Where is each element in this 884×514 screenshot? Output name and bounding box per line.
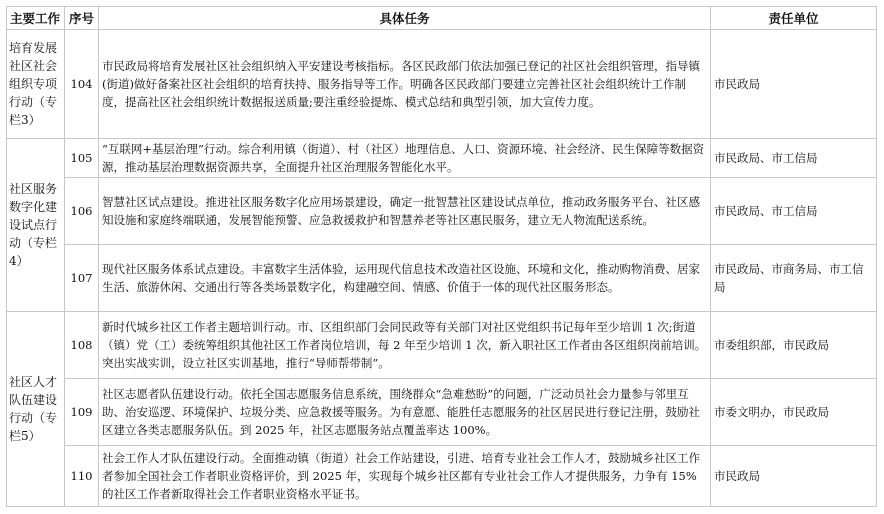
task-cell: 社会工作人才队伍建设行动。全面推动镇（街道）社会工作站建设，引进、培育专业社会工作人才，鼓励城乡社区工作者参加全国社会工作者职业资格评价，到 2025 年，实现每个城乡社区都有专业社会工作人才提供服务，力争有 15%的社区工作者新取得社会工作者职业资格水平证书。: [99, 446, 711, 507]
task-cell: 现代社区服务体系试点建设。丰富数字生活体验，运用现代信息技术改造社区设施、环境和文化，推动购物消费、居家生活、旅游休闲、交通出行等各类场景数字化，构建融空间、情感、价值于一体的现代社区服务形态。: [99, 245, 711, 312]
row-number: 105: [65, 139, 99, 178]
unit-cell: 市民政局、市商务局、市工信局: [711, 245, 877, 312]
header-row: [7, 7, 877, 30]
row-number: 104: [65, 30, 99, 139]
unit-cell: 市委组织部，市民政局: [711, 312, 877, 379]
category-cell: 社区人才队伍建设行动（专栏5）: [7, 312, 65, 507]
unit-cell: 市民政局: [711, 446, 877, 507]
table-row: [7, 379, 877, 446]
header-unit: 责任单位: [711, 7, 877, 30]
category-cell: 培育发展社区社会组织专项行动（专栏3）: [7, 30, 65, 139]
row-number: 107: [65, 245, 99, 312]
task-cell: 市民政局将培育发展社区社会组织纳入平安建设考核指标。各区民政部门依法加强已登记的社区社会组织管理，指导镇(街道)做好备案社区社会组织的培育扶持、服务指导等工作。明确各区民政部门要建立完善社区社会组织统计工作制度，提高社区社会组织统计数据报送质量;要注重经验提炼、模式总结和典型引领，加大宣传力度。: [99, 30, 711, 139]
table-row: [7, 312, 877, 379]
task-cell: 智慧社区试点建设。推进社区服务数字化应用场景建设，确定一批智慧社区建设试点单位，推动政务服务平台、社区感知设施和家庭终端联通，发展智能预警、应急救援救护和智慧养老等社区惠民服务，建立无人物流配送系统。: [99, 178, 711, 245]
task-table-sheet: [6, 6, 876, 507]
unit-cell: 市民政局、市工信局: [711, 178, 877, 245]
unit-cell: 市民政局、市工信局: [711, 139, 877, 178]
row-number: 108: [65, 312, 99, 379]
category-cell: 社区服务数字化建设试点行动（专栏4）: [7, 139, 65, 312]
task-table: [6, 6, 877, 507]
table-row: [7, 178, 877, 245]
task-cell: 新时代城乡社区工作者主题培训行动。市、区组织部门会同民政等有关部门对社区党组织书记每年至少培训 1 次;街道（镇）党（工）委统筹组织其他社区工作者岗位培训，每 2 年至少培训 1 次，新入职社区工作者由各区组织岗前培训。突出实战实训，设立社区实训基地，推行“导师帮带制”。: [99, 312, 711, 379]
table-row: [7, 30, 877, 139]
unit-cell: 市委文明办，市民政局: [711, 379, 877, 446]
unit-cell: 市民政局: [711, 30, 877, 139]
row-number: 106: [65, 178, 99, 245]
table-row: [7, 245, 877, 312]
table-row: [7, 446, 877, 507]
row-number: 109: [65, 379, 99, 446]
header-no: 序号: [65, 7, 99, 30]
table-row: [7, 139, 877, 178]
header-work: 主要工作: [7, 7, 65, 30]
task-cell: 社区志愿者队伍建设行动。依托全国志愿服务信息系统，围绕群众“急难愁盼”的问题，广泛动员社会力量参与邻里互助、治安巡逻、环境保护、垃圾分类、应急救援等服务。为有意愿、能胜任志愿服务的社区居民进行登记注册，鼓励社区建立各类志愿服务队伍。到 2025 年，社区志愿服务站点覆盖率达 100%。: [99, 379, 711, 446]
row-number: 110: [65, 446, 99, 507]
task-cell: “互联网+基层治理”行动。综合利用镇（街道）、村（社区）地理信息、人口、资源环境、社会经济、民生保障等数据资源，推动基层治理数据资源共享，全面提升社区治理服务智能化水平。: [99, 139, 711, 178]
header-task: 具体任务: [99, 7, 711, 30]
